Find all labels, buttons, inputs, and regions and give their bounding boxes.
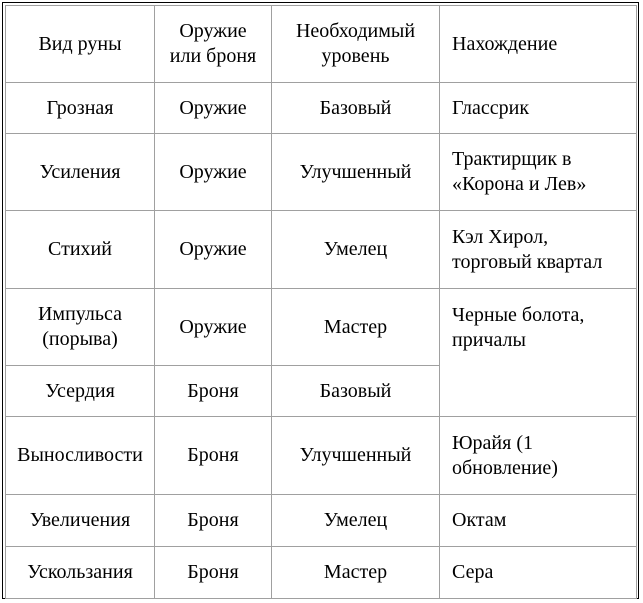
cell-kind: Броня: [155, 417, 272, 495]
cell-level: Умелец: [272, 495, 440, 547]
cell-rune-type: Стихий: [6, 211, 155, 289]
cell-rune-type: Импульса (порыва): [6, 289, 155, 366]
table-row: [6, 495, 637, 547]
cell-location: Октам: [440, 495, 637, 547]
cell-rune-type: Грозная: [6, 83, 155, 134]
cell-rune-type: Ускользания: [6, 547, 155, 599]
cell-level: Улучшенный: [272, 417, 440, 495]
cell-level: Умелец: [272, 211, 440, 289]
cell-location: Глассрик: [440, 83, 637, 134]
cell-rune-type: Увеличения: [6, 495, 155, 547]
cell-level: Мастер: [272, 547, 440, 599]
table-row: [6, 83, 637, 134]
runes-table: [5, 5, 637, 599]
cell-location: Юрайя (1 обновление): [440, 417, 637, 495]
cell-location-merged: Черные болота, причалы: [440, 289, 637, 417]
table-row: [6, 547, 637, 599]
header-required-level: Необходимый уровень: [272, 6, 440, 83]
header-location: Нахождение: [440, 6, 637, 83]
cell-rune-type: Усердия: [6, 366, 155, 417]
cell-location: Сера: [440, 547, 637, 599]
table-row: [6, 289, 637, 366]
cell-kind: Оружие: [155, 134, 272, 211]
cell-location: Трактирщик в «Корона и Лев»: [440, 134, 637, 211]
cell-level: Базовый: [272, 83, 440, 134]
table-row: [6, 134, 637, 211]
cell-rune-type: Выносливости: [6, 417, 155, 495]
table-header-row: [6, 6, 637, 83]
cell-rune-type: Усиления: [6, 134, 155, 211]
table-row: [6, 211, 637, 289]
header-rune-type: Вид руны: [6, 6, 155, 83]
cell-kind: Броня: [155, 547, 272, 599]
cell-kind: Оружие: [155, 211, 272, 289]
header-weapon-or-armor: Оружие или броня: [155, 6, 272, 83]
cell-level: Базовый: [272, 366, 440, 417]
cell-location: Кэл Хирол, торговый квартал: [440, 211, 637, 289]
cell-kind: Оружие: [155, 289, 272, 366]
cell-kind: Броня: [155, 495, 272, 547]
cell-level: Улучшенный: [272, 134, 440, 211]
cell-kind: Оружие: [155, 83, 272, 134]
cell-kind: Броня: [155, 366, 272, 417]
table-row: [6, 417, 637, 495]
cell-level: Мастер: [272, 289, 440, 366]
